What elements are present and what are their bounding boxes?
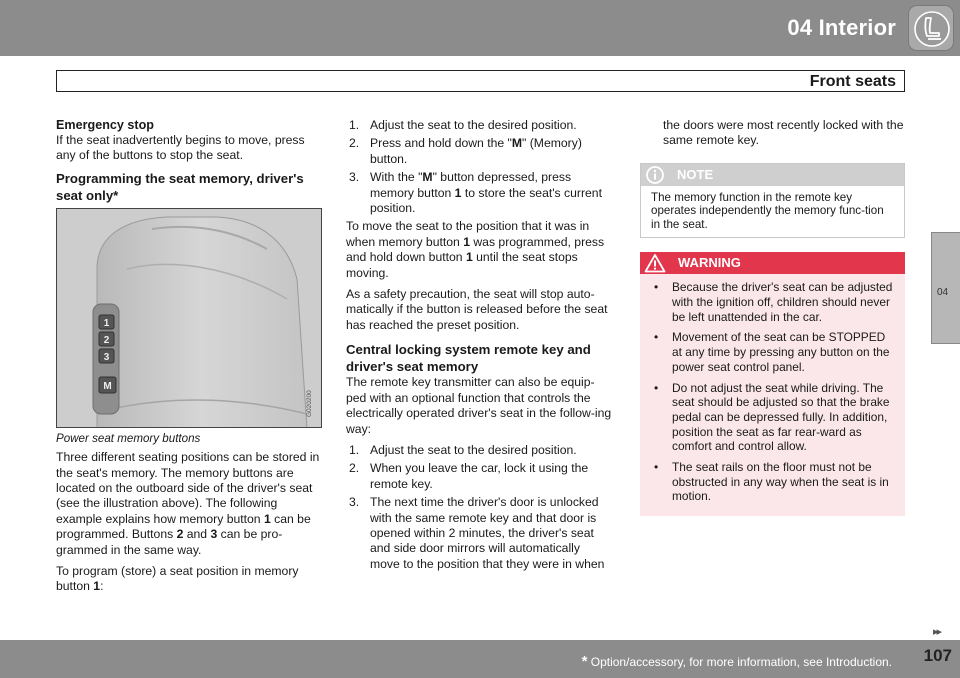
program-steps-list xyxy=(346,118,613,216)
warning-triangle-icon xyxy=(644,253,666,273)
note-label: NOTE xyxy=(677,166,714,182)
recall-position-text: To move the seat to the position that it was in when memory button 1 was programmed, press and hold down button 1 until the seat stops moving. xyxy=(346,219,605,280)
illustration-caption: Power seat memory buttons xyxy=(56,431,201,445)
list-item: 2. When you leave the car, lock it using the remote key. xyxy=(349,461,589,491)
note-text: The memory function in the remote key operates independently the memory func-tion in the seat. xyxy=(651,190,884,231)
chapter-title: 04 Interior xyxy=(787,15,896,40)
page-number: 107 xyxy=(923,646,952,665)
info-icon xyxy=(645,165,665,185)
warning-list xyxy=(640,274,905,504)
list-item: 2. Press and hold down the "M" (Memory) button. xyxy=(349,136,582,166)
list-item: 3. With the "M" button depressed, press memory button 1 to store the seat's current position. xyxy=(349,170,602,216)
memory-button-m-label: M xyxy=(103,380,112,392)
memory-button-2-icon xyxy=(99,332,114,346)
emergency-stop-text: If the seat inadvertently begins to move, press any of the buttons to stop the seat. xyxy=(56,133,305,163)
section-title: Front seats xyxy=(809,73,896,90)
program-instruction-text: To program (store) a seat position in memory button 1: xyxy=(56,564,299,594)
footnote xyxy=(582,654,892,670)
list-item: 1. Adjust the seat to the desired position. xyxy=(349,118,577,132)
chapter-tab[interactable] xyxy=(931,232,960,344)
list-item: 1. Adjust the seat to the desired position. xyxy=(349,442,577,457)
memory-button-1-icon xyxy=(99,315,114,329)
memory-button-1-label: 1 xyxy=(103,317,110,329)
remote-key-heading: Central locking system remote key and driver's seat memory xyxy=(346,342,591,375)
section-bar xyxy=(56,70,905,92)
memory-button-3-label: 3 xyxy=(103,351,110,363)
column-1 xyxy=(56,118,322,601)
list-item: • Because the driver's seat can be adjusted with the ignition off, children should never be left unattended in the car. xyxy=(654,280,893,324)
memory-intro-text: Three different seating positions can be stored in the seat's memory. The memory buttons are located on the outboard side of the driver's seat (see the illustration above). The following example explains how memory button 1 can be programmed. Buttons 2 and 3 can be pro-grammed in the same way. xyxy=(56,450,320,557)
warning-label: WARNING xyxy=(678,255,741,271)
illustration-code: G020200 xyxy=(306,390,313,417)
list-item: • Do not adjust the seat while driving. The seat should be adjusted so that the brake pedal can be depressed fully. In addition, position the seat as far rear-ward as comfort and control allow. xyxy=(654,380,890,454)
chapter-tab-label: 04 xyxy=(937,287,949,298)
note-header xyxy=(641,164,904,186)
next-page-arrows-icon[interactable]: ▸▸ xyxy=(932,626,940,638)
warning-box xyxy=(640,252,905,516)
remote-steps-list xyxy=(346,443,613,572)
footer-bar xyxy=(0,640,960,678)
column-3 xyxy=(640,118,905,516)
memory-button-m-icon xyxy=(99,377,116,393)
list-item: 3. The next time the driver's door is unlocked with the same remote key and that door is opened within 2 minutes, the driver's seat and side door mirrors will automatically move to the position that they were in when xyxy=(349,495,605,571)
memory-button-3-icon xyxy=(99,349,114,363)
remote-key-text: The remote key transmitter can also be equip-ped with an optional function that controls the electrically operated driver's seat in the follow-ing way: xyxy=(346,375,612,436)
list-item: • The seat rails on the floor must not be obstructed in any way when the seat is in motion. xyxy=(654,460,889,504)
warning-header xyxy=(640,252,905,274)
seat-memory-heading: Programming the seat memory, driver's seat only* xyxy=(56,170,304,203)
seat-icon xyxy=(908,5,954,51)
safety-precaution-text: As a safety precaution, the seat will stop auto-matically if the button is released before the seat has reached the preset position. xyxy=(346,287,608,332)
seat-memory-illustration xyxy=(56,208,322,428)
memory-button-2-label: 2 xyxy=(103,334,110,346)
header-bar xyxy=(0,0,960,56)
list-item: • Movement of the seat can be STOPPED at any time by pressing any button on the power seat control panel. xyxy=(654,330,890,374)
column-2 xyxy=(346,118,613,575)
footnote-text: Option/accessory, for more information, see Introduction. xyxy=(590,655,892,669)
note-box xyxy=(640,163,905,239)
footnote-asterisk: * xyxy=(581,653,588,670)
emergency-stop-heading: Emergency stop xyxy=(56,118,154,132)
continuation-text: the doors were most recently locked with the same remote key. xyxy=(663,118,904,148)
